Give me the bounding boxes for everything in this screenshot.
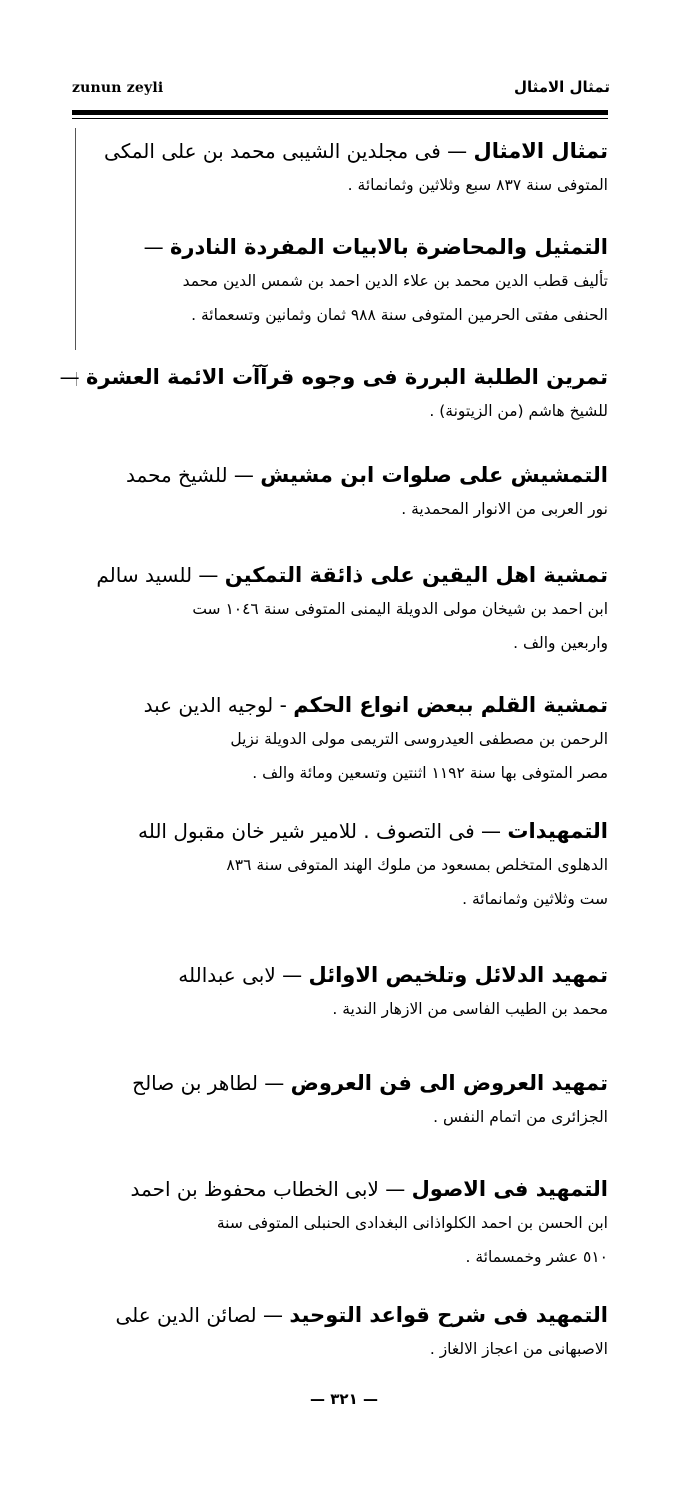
header-rule-thin	[72, 118, 608, 119]
entry-first-line	[96, 1172, 608, 1206]
entry-first-line	[96, 134, 608, 168]
entry-line: الدهلوى المتخلص بمسعود من ملوك الهند المتوفى سنة ٨٣٦	[226, 856, 608, 874]
entry-title: تمرين الطلبة البررة فى وجوه قرآآت الائمة العشرة	[86, 365, 608, 389]
entry-line: ست وثلاثين وثمانمائة .	[462, 890, 608, 908]
entry-first-rest: — لابى الخطاب محفوظ بن احمد	[130, 1177, 412, 1201]
entry-first-line	[96, 1066, 608, 1100]
entry-line: ابن احمد بن شيخان مولى الدويلة اليمنى المتوفى سنة ١٠٤٦ ست	[192, 600, 608, 618]
page-number: — ٣٢١ —	[310, 1390, 378, 1408]
entry-first-line	[59, 360, 608, 394]
entry-title: تمهيد الدلائل وتلخيص الاوائل	[308, 963, 608, 987]
entry-first-rest: - لوجيه الدين عبد	[143, 693, 294, 717]
entry-title: التمهيد فى الاصول	[411, 1177, 608, 1201]
entry-title: التمهيد فى شرح قواعد التوحيد	[289, 1303, 608, 1327]
entry-first-rest: —	[59, 365, 87, 389]
entry-first-line	[96, 558, 608, 592]
entry-title: التمثيل والمحاضرة بالابيات المفردة النادرة	[169, 235, 608, 259]
entry-first-line	[96, 1298, 608, 1332]
header-rule-thick	[72, 110, 608, 115]
entry-title: التمهيدات	[507, 819, 608, 843]
entry-4	[96, 458, 608, 526]
entry-6	[96, 688, 608, 790]
entry-line: الحنفى مفتى الحرمين المتوفى سنة ٩٨٨ ثمان وثمانين وتسعمائة .	[191, 306, 608, 324]
entry-title: تمهيد العروض الى فن العروض	[290, 1071, 608, 1095]
entry-7	[96, 814, 608, 916]
entry-9	[96, 1066, 608, 1134]
entry-line: الرحمن بن مصطفى العيدروسى التريمى مولى الدويلة نزيل	[230, 730, 608, 748]
entry-first-rest: — فى التصوف . للامير شير خان مقبول الله	[137, 819, 508, 843]
entry-first-rest: — فى مجلدين الشيبى محمد بن على المكى	[104, 139, 474, 163]
running-head	[72, 78, 610, 104]
entry-first-line	[96, 688, 608, 722]
entry-first-line	[96, 814, 608, 848]
entry-first-rest: — لصائن الدين على	[115, 1303, 290, 1327]
running-head-right: تمثال الامثال	[513, 78, 610, 96]
entry-5	[96, 558, 608, 660]
entry-title: تمشية القلم ببعض انواع الحكم	[293, 693, 608, 717]
entry-first-rest: —	[143, 235, 170, 259]
entry-11	[96, 1298, 608, 1366]
entry-line: ٥١٠ عشر وخمسمائة .	[465, 1248, 608, 1266]
entry-10	[96, 1172, 608, 1274]
entry-line: واربعين والف .	[513, 634, 608, 652]
entry-first-line	[96, 230, 608, 264]
entry-first-line	[96, 958, 608, 992]
running-head-left: zunun zeyli	[72, 80, 164, 96]
entry-first-rest: — لابى عبدالله	[178, 963, 309, 987]
entry-title: التمشيش على صلوات ابن مشيش	[260, 463, 608, 487]
entry-line: الاصبهانى من اعجاز الالغاز .	[429, 1340, 608, 1358]
entry-line: المتوفى سنة ٨٣٧ سبع وثلاثين وثمانمائة .	[347, 176, 608, 194]
entry-line: مصر المتوفى بها سنة ١١٩٢ اثنتين وتسعين ومائة والف .	[252, 764, 608, 782]
entry-line: ابن الحسن بن احمد الكلواذانى البغدادى الحنبلى المتوفى سنة	[216, 1214, 608, 1232]
entry-8	[96, 958, 608, 1026]
entry-1	[96, 134, 608, 202]
entry-line: تأليف قطب الدين محمد بن علاء الدين احمد بن شمس الدين محمد	[182, 272, 608, 290]
entry-line: نور العربى من الانوار المحمدية .	[401, 500, 608, 518]
entry-2	[96, 230, 608, 332]
entry-first-line	[96, 458, 608, 492]
entry-first-rest: — للسيد سالم	[96, 563, 225, 587]
entry-line: للشيخ هاشم (من الزيتونة) .	[429, 402, 608, 420]
entry-3	[59, 360, 608, 428]
margin-line	[75, 128, 76, 350]
entry-line: الجزائرى من اتمام النفس .	[433, 1108, 608, 1126]
entry-first-rest: — للشيخ محمد	[126, 463, 261, 487]
entry-first-rest: — لطاهر بن صالح	[132, 1071, 291, 1095]
entry-line: محمد بن الطيب الفاسى من الازهار الندية .	[332, 1000, 608, 1018]
entry-title: تمثال الامثال	[473, 139, 608, 163]
entry-title: تمشية اهل اليقين على ذائقة التمكين	[224, 563, 608, 587]
